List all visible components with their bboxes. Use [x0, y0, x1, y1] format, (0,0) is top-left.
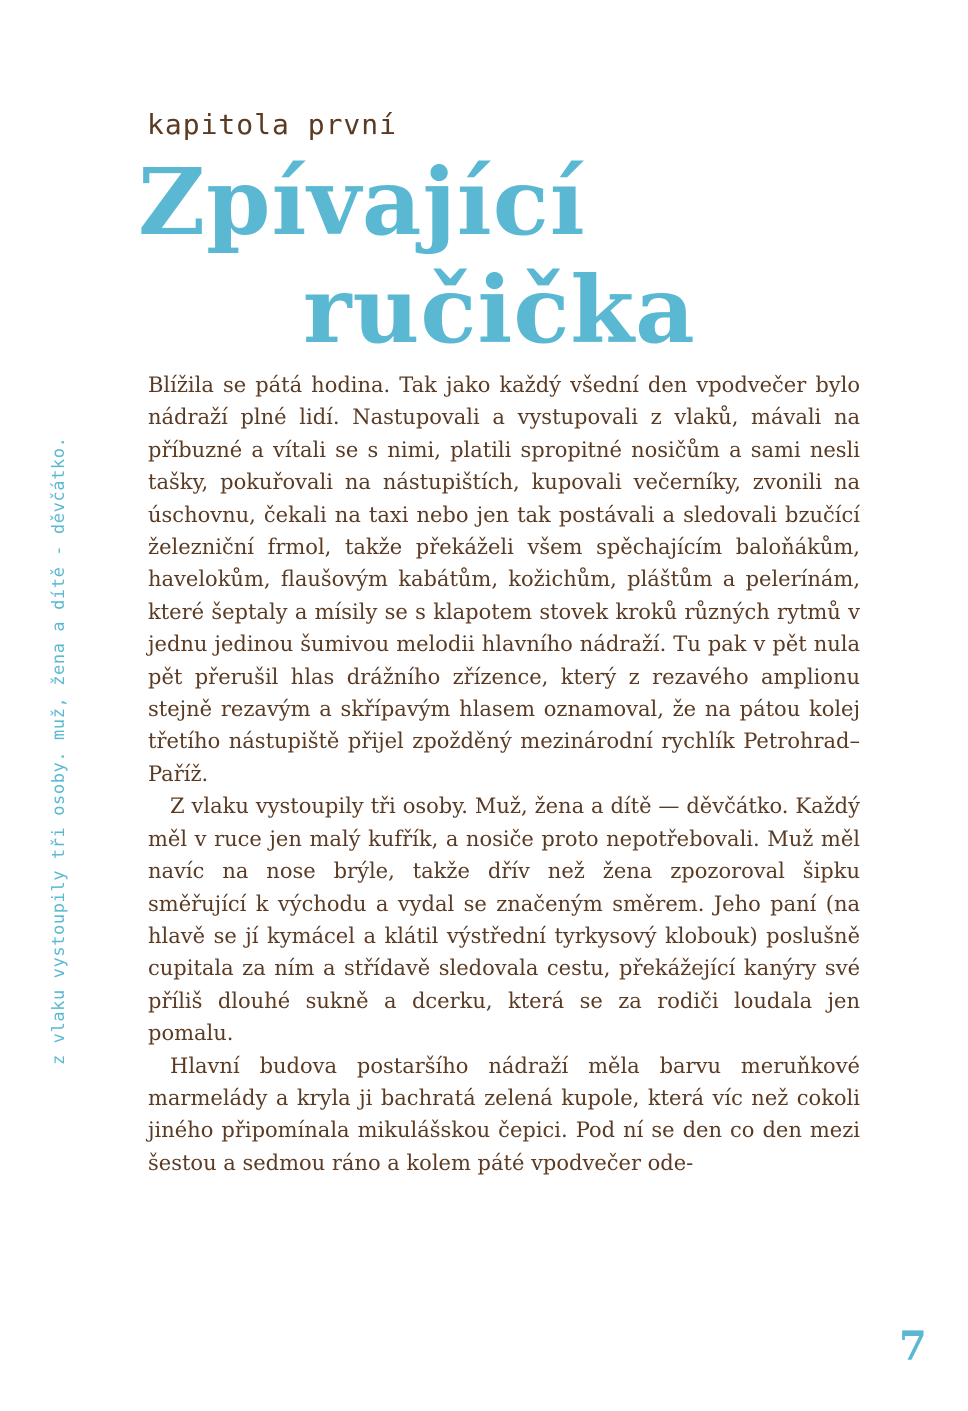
chapter-title-line1: Zpívající	[138, 148, 586, 256]
chapter-title-line2: ručička	[303, 256, 696, 364]
paragraph: Hlavní budova postaršího nádraží měla barvu meruňkové marmelády a kryla ji bachratá zelená kupole, která víc než cokoli jiného připomínala mikulášskou čepici. Pod ní se den co den mezi šestou a sedmou ráno a kolem páté vpodvečer ode-	[148, 1053, 860, 1175]
paragraph: Blížila se pátá hodina. Tak jako každý všední den vpodvečer bylo nádraží plné lidí. Nastupovali a vystupovali z vlaků, mávali na příbuzné a vítali se s nimi, platili spropitné nosičům a sami nesli tašky, pokuřovali na nástupištích, kupovali večerníky, zvonili na úschovnu, čekali na taxi nebo jen tak postávali a sledovali bzučící železniční frmol, takže překáželi všem spěchajícím baloňákům, havelokům, flaušovým kabátům, kožichům, pláštům a pelerínám, které šeptaly a mísily se s klapotem stovek kroků různých rytmů v jednu jedinou šumivou melodii hlavního nádraží. Tu pak v pět nula pět přerušil hlas drážního zřízence, který z rezavého amplionu stejně rezavým a skřípavým hlasem oznamoval, že na pátou kolej třetího nástupiště přijel zpožděný mezinárodní rychlík Petrohrad–Paříž.	[148, 373, 860, 786]
chapter-kicker: kapitola první	[147, 108, 398, 141]
body-text	[148, 369, 860, 1179]
chapter-title	[138, 148, 696, 364]
paragraph: Z vlaku vystoupily tři osoby. Muž, žena a dítě — děvčátko. Každý měl v ruce jen malý kufřík, a nosiče proto nepotřebovali. Muž měl navíc na nose brýle, takže dřív než žena zpozoroval šipku směřující k východu a vydal se značeným směrem. Jeho paní (na hlavě se jí kymácel a klátil výstřední tyrkysový klobouk) poslušně cupitala za ním a střídavě sledovala cestu, překážející kanýry své příliš dlouhé sukně a dcerku, která se za rodiči loudala jen pomalu.	[148, 794, 860, 1046]
page-number: 7	[899, 1323, 927, 1370]
side-note: z vlaku vystoupily tři osoby. muž, žena a dítě - děvčátko.	[49, 436, 69, 1065]
